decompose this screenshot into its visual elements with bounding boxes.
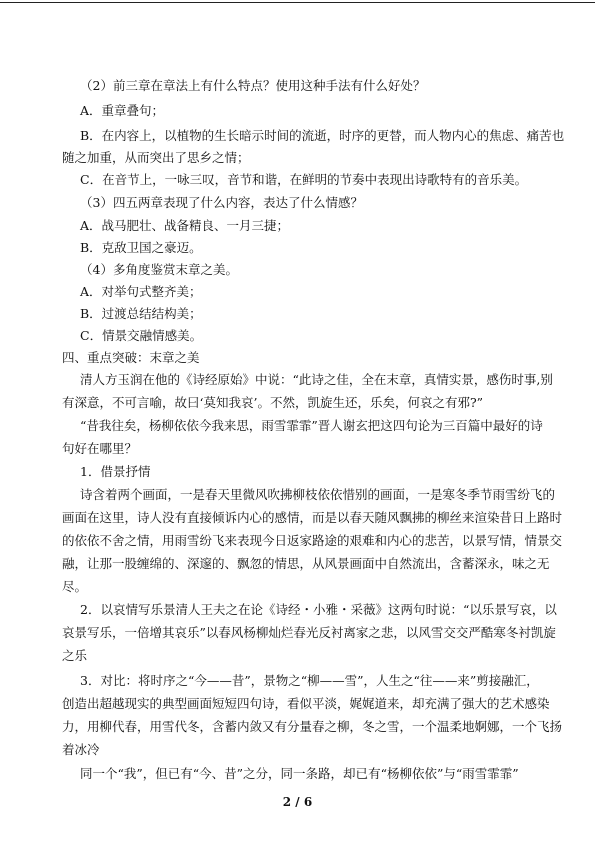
answer-4b: B．过渡总结结构美； [80,306,202,321]
question-3: （3）四五两章表现了什么内容，表达了什么情感？ [80,195,363,210]
answer-3a: A．战马肥壮、战备精良、一月三捷； [80,218,290,233]
paragraph-line: 同一个“我”，但已有“今、昔”之分，同一条路，却已有“杨柳依依”与“雨雪霏霏” [80,766,519,781]
subheading-2: 2．以哀情写乐景清人王夫之在论《诗经・小雅・采薇》这两句时说：“以乐景写哀，以 [80,602,557,617]
answer-3b: B．克敌卫国之豪迈。 [80,240,202,255]
paragraph-line: 句好在哪里？ [62,441,138,456]
page-number: 2 / 6 [282,795,313,809]
paragraph-line: 诗含着两个画面，一是春天里微风吹拂柳枝依依惜别的画面，一是寒冬季节雨雪纷飞的 [80,487,556,502]
answer-2b: B．在内容上，以植物的生长暗示时间的流逝，时序的更替，而人物内心的焦虑、痛苦也 [80,128,565,143]
paragraph-line: 的依依不舍之情，用雨雪纷飞来表现今日返家路途的艰难和内心的悲苦，以景写情，情景交 [62,533,563,548]
answer-2b-cont: 随之加重，从而突出了思乡之情； [62,150,250,165]
top-rule [0,2,595,3]
paragraph-line: 尽。 [62,579,88,594]
question-2: （2）前三章在章法上有什么特点？使用这种手法有什么好处？ [80,78,426,93]
question-4: （4）多角度鉴赏末章之美。 [80,262,238,277]
paragraph-line: 着冰冷 [62,742,100,757]
paragraph-line: 创造出超越现实的典型画面短短四句诗，看似平淡，娓娓道来，却充满了强大的艺术感染 [62,696,550,711]
paragraph-line: 融，让那一股缠绵的、深邃的、飘忽的情思，从风景画面中自然流出，含蓄深永，味之无 [62,556,550,571]
paragraph-line: 画面在这里，诗人没有直接倾诉内心的感情，而是以春天随风飘拂的柳丝来渲染昔日上路时 [62,510,563,525]
paragraph-line: 哀景写乐，一倍增其哀乐”以春风杨柳灿烂春光反衬离家之悲，以风雪交交严酷寒冬衬凯旋 [62,625,556,640]
paragraph-line: 之乐 [62,648,88,663]
answer-2a: A．重章叠句； [80,103,165,118]
answer-4c: C．情景交融情感美。 [80,328,203,343]
paragraph-line: 力，用柳代春，用雪代冬，含蓄内敛又有分量春之柳，冬之雪，一个温柔地婀娜，一个飞扬 [62,719,563,734]
paragraph-line: “昔我往矣，杨柳依依今我来思，雨雪霏霏”晋人谢玄把这四句论为三百篇中最好的诗 [80,418,543,433]
section-heading: 四、重点突破：末章之美 [62,350,200,365]
paragraph-line: 清人方玉润在他的《诗经原始》中说：“此诗之佳，全在末章，真情实景，感伤时事,别 [80,372,553,387]
paragraph-line: 有深意，不可言喻，故曰‘莫知我哀’。不然，凯旋生还，乐矣，何哀之有邪?” [62,395,484,410]
answer-4a: A．对举句式整齐美； [80,284,202,299]
subheading-1: 1．借景抒情 [80,464,151,479]
subheading-3: 3．对比：将时序之“今——昔”，景物之“柳——雪”，人生之“往——来”剪接融汇， [80,673,539,688]
answer-2c: C．在音节上，一咏三叹，音节和谐，在鲜明的节奏中表现出诗歌特有的音乐美。 [80,172,528,187]
